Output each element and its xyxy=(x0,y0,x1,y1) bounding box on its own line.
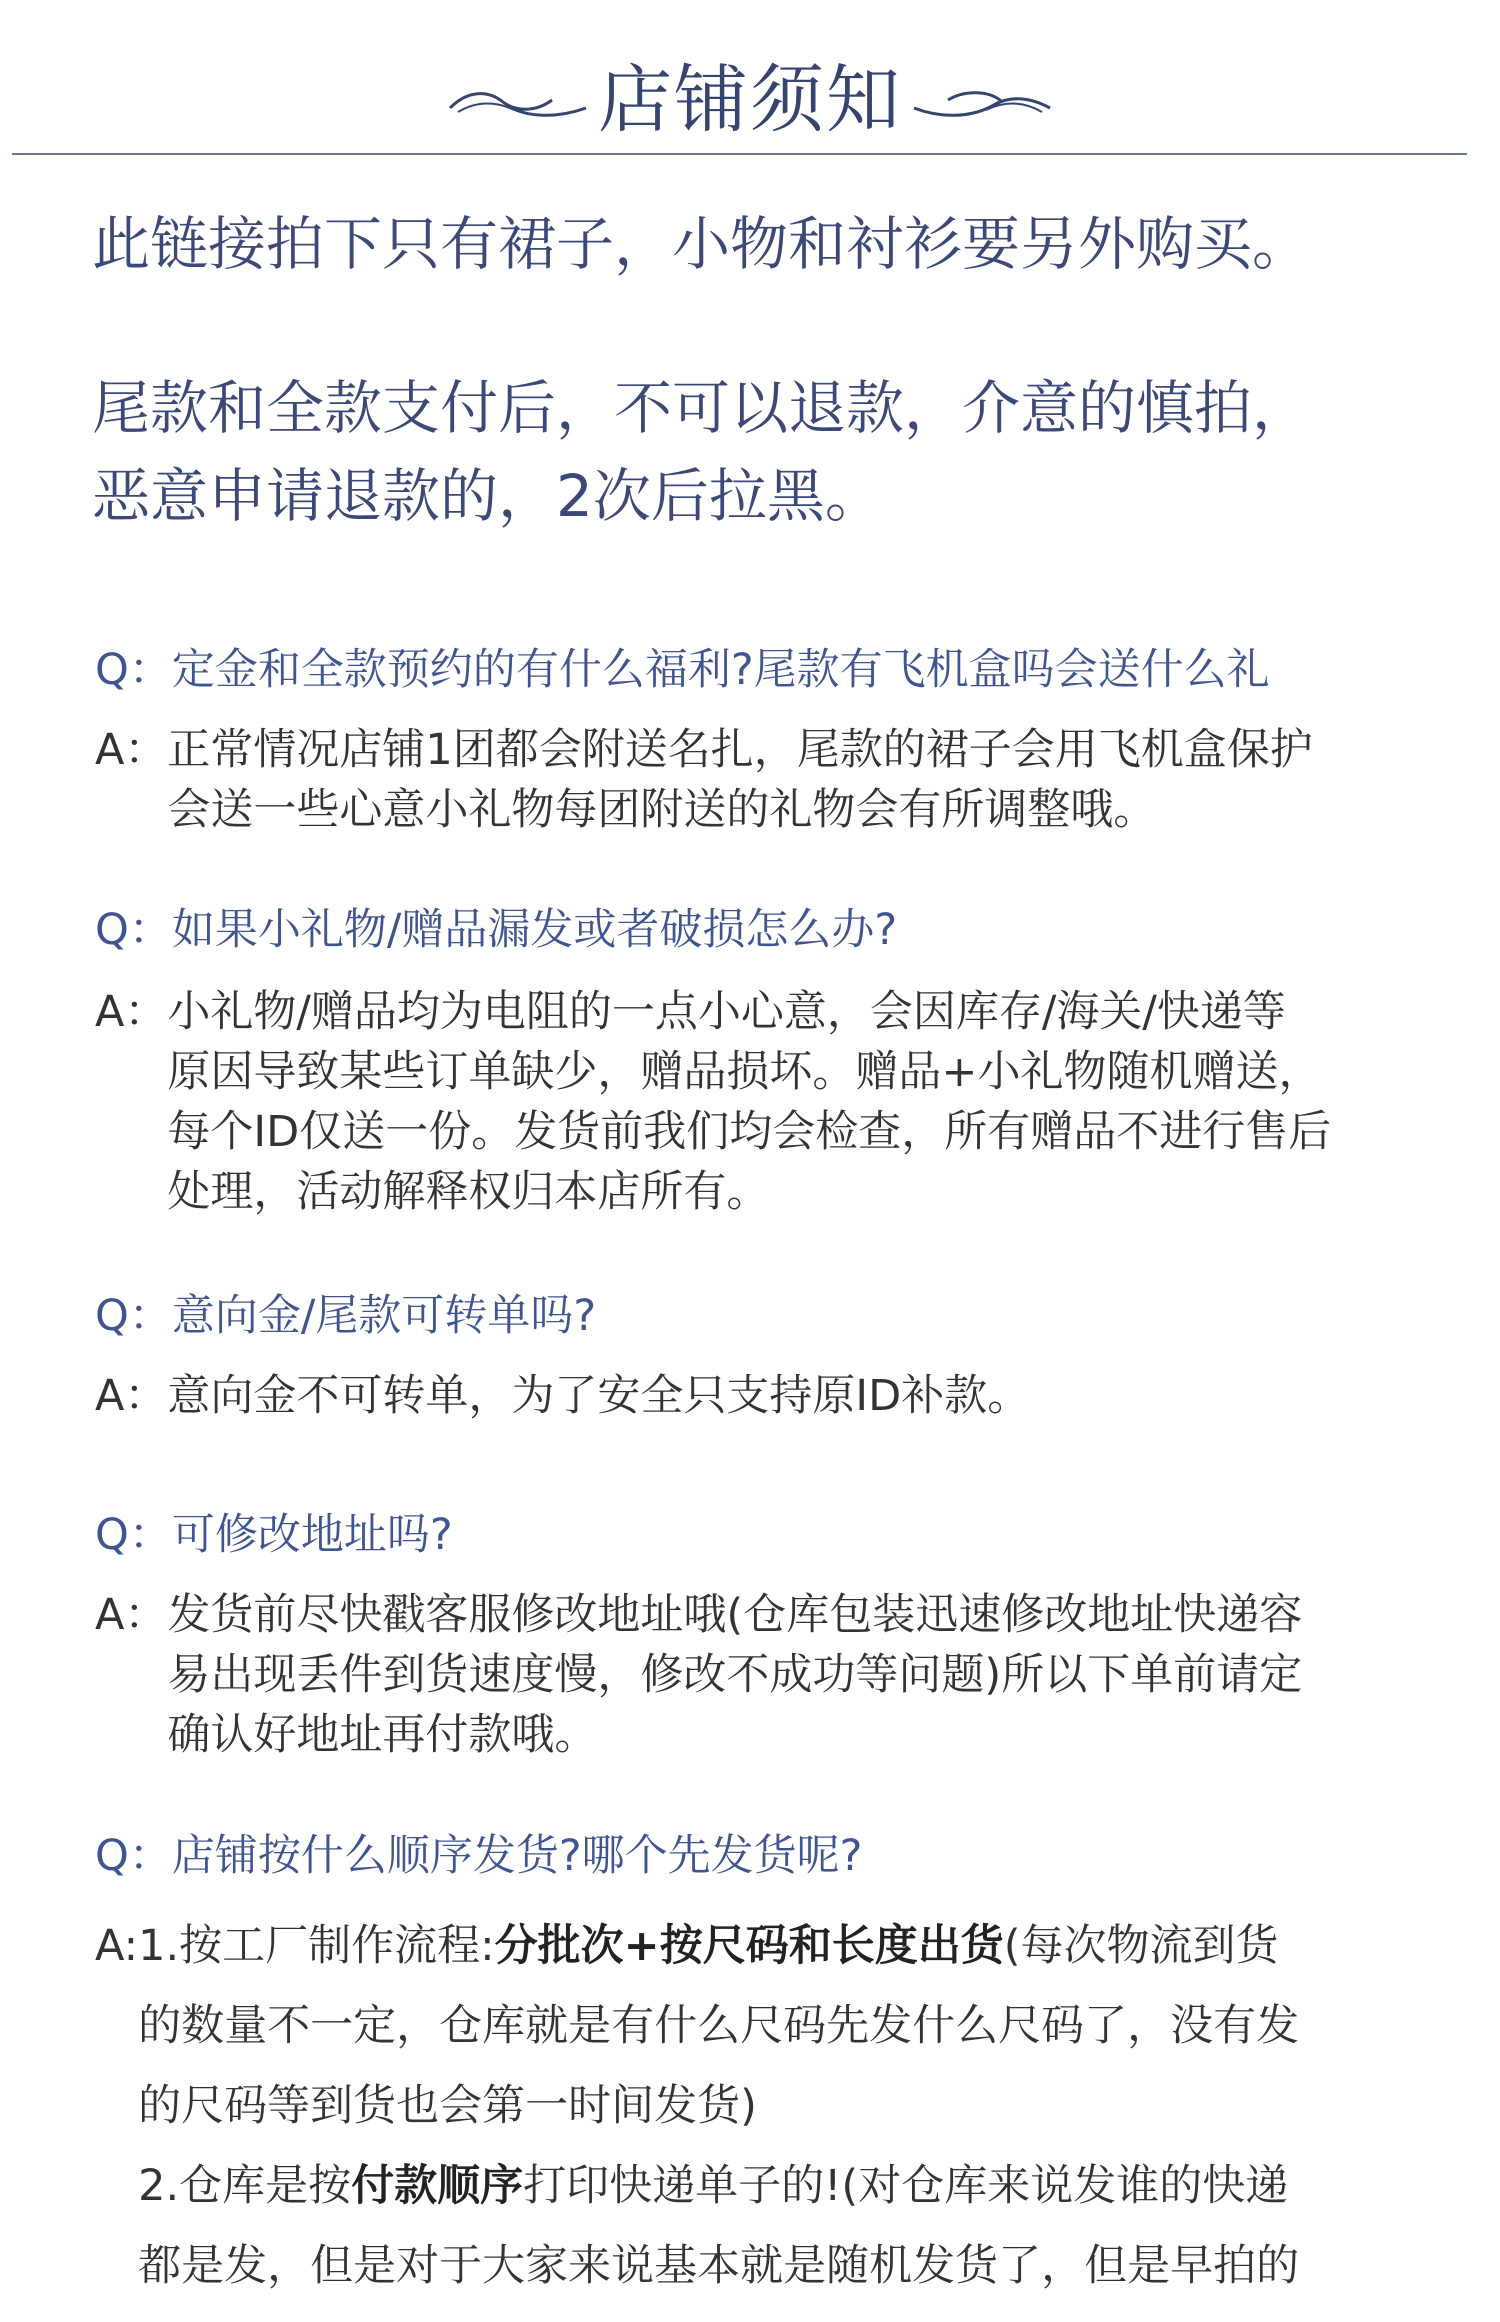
flourish-right-icon xyxy=(912,78,1052,122)
notice-line: 此链接拍下只有裙子，小物和衬衫要另外购买。 xyxy=(92,210,1311,278)
faq-answer xyxy=(95,1585,1395,1765)
answer-line: 原因导致某些订单缺少，赠品损坏。赠品+小礼物随机赠送， xyxy=(167,1047,1322,1097)
flourish-left-icon xyxy=(448,78,588,122)
answer-line: 小礼物/赠品均为电阻的一点小心意，会因库存/海关/快递等 xyxy=(167,987,1286,1037)
notice-refund-policy xyxy=(92,364,1310,540)
answer-prefix: A： xyxy=(95,987,168,1037)
answer-line: 的尺码等到货也会第一时间发货) xyxy=(138,2081,757,2131)
notice-line: 恶意申请退款的，2次后拉黑。 xyxy=(92,462,883,530)
answer-line: 会送一些心意小礼物每团附送的礼物会有所调整哦。 xyxy=(167,785,1157,835)
faq-item-transfer-order xyxy=(95,1286,1395,1426)
notice-purchase-scope xyxy=(92,200,1310,288)
answer-prefix: A： xyxy=(95,1590,168,1640)
answer-line: 都是发，但是对于大家来说基本就是随机发货了，但是早拍的 xyxy=(138,2241,1300,2291)
answer-line: 确认好地址再付款哦。 xyxy=(167,1710,598,1760)
answer-line: 正常情况店铺1团都会附送名扎，尾款的裙子会用飞机盒保护 xyxy=(167,725,1313,775)
answer-line: 意向金不可转单，为了安全只支持原ID补款。 xyxy=(167,1371,1031,1421)
answer-line: 处理，活动解释权归本店所有。 xyxy=(167,1167,770,1217)
header-divider xyxy=(12,153,1467,155)
answer-text: 打印快递单子的!(对仓库来说发谁的快递 xyxy=(523,2161,1289,2211)
answer-prefix: A: xyxy=(95,1921,139,1971)
answer-line: 每个ID仅送一份。发货前我们均会检查，所有赠品不进行售后 xyxy=(167,1107,1332,1157)
answer-line: 易出现丢件到货速度慢，修改不成功等问题)所以下单前请定 xyxy=(167,1650,1303,1700)
faq-item-change-address xyxy=(95,1505,1395,1765)
answer-line: 发货前尽快戳客服修改地址哦(仓库包装迅速修改地址快递容 xyxy=(167,1590,1303,1640)
faq-answer xyxy=(95,720,1395,840)
faq-question: Q：意向金/尾款可转单吗? xyxy=(95,1291,597,1341)
faq-answer xyxy=(95,1906,1395,2306)
faq-answer xyxy=(95,1366,1395,1426)
faq-question: Q：可修改地址吗? xyxy=(95,1510,453,1560)
answer-line xyxy=(138,1906,1395,1986)
faq-question: Q：如果小礼物/赠品漏发或者破损怎么办? xyxy=(95,905,898,955)
faq-item-shipping-order xyxy=(95,1826,1395,2306)
notice-line: 尾款和全款支付后，不可以退款，介意的慎拍， xyxy=(92,374,1311,442)
page-title: 店铺须知 xyxy=(598,57,902,143)
answer-prefix: A： xyxy=(95,725,168,775)
faq-question: Q：定金和全款预约的有什么福利?尾款有飞机盒吗会送什么礼 xyxy=(95,645,1270,695)
answer-highlight: 分批次+按尺码和长度出货 xyxy=(494,1921,1004,1971)
answer-text: (每次物流到货 xyxy=(1003,1921,1279,1971)
page-header xyxy=(0,40,1500,160)
answer-line xyxy=(138,2146,1395,2226)
answer-highlight: 付款顺序 xyxy=(351,2161,524,2211)
answer-line: 的数量不一定，仓库就是有什么尺码先发什么尺码了，没有发 xyxy=(138,2001,1300,2051)
answer-text: 1.按工厂制作流程: xyxy=(138,1921,495,1971)
answer-text: 2.仓库是按 xyxy=(138,2161,352,2211)
faq-item-deposit-benefits xyxy=(95,640,1395,840)
answer-prefix: A： xyxy=(95,1371,168,1421)
faq-item-missing-gift xyxy=(95,900,1395,1222)
faq-answer xyxy=(95,982,1395,1222)
faq-question: Q：店铺按什么顺序发货?哪个先发货呢? xyxy=(95,1831,863,1881)
